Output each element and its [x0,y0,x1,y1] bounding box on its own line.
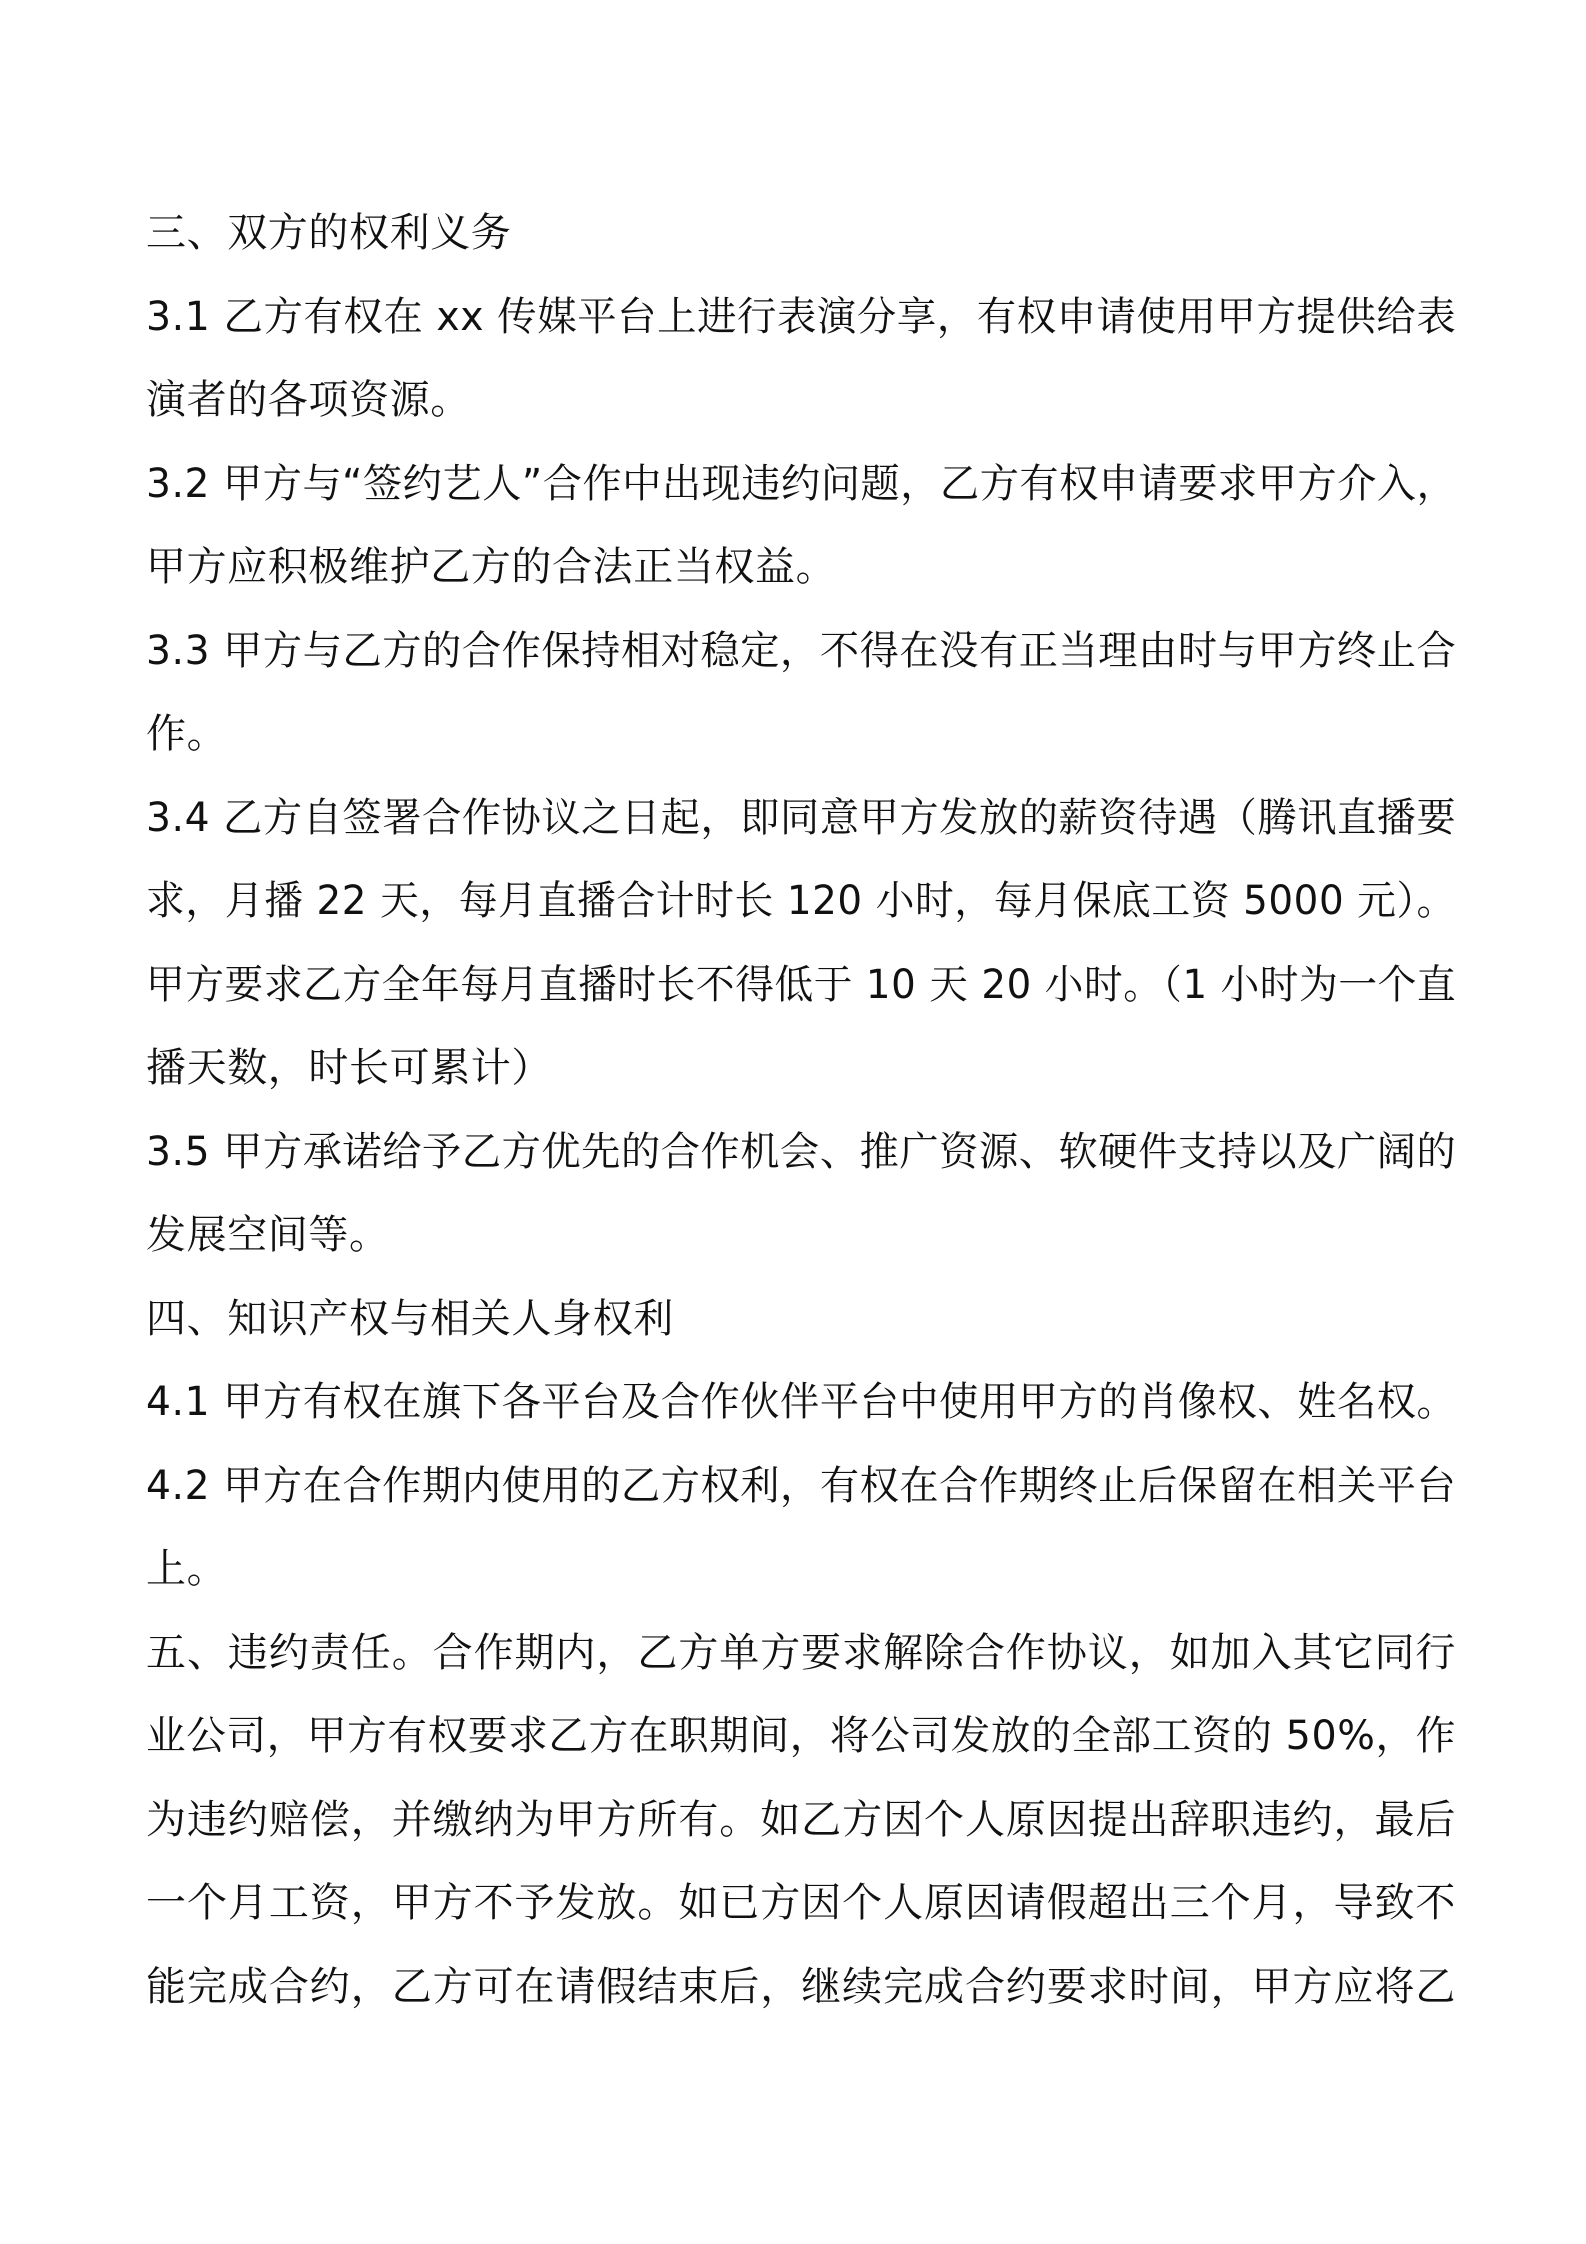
document-line: 能完成合约，乙方可在请假结束后，继续完成合约要求时间，甲方应将乙 [146,1963,1456,2010]
document-line: 作。 [146,711,228,757]
document-line: 业公司，甲方有权要求乙方在职期间，将公司发放的全部工资的 50%，作 [146,1713,1457,1759]
document-line: 4.2 甲方在合作期内使用的乙方权利，有权在合作期终止后保留在相关平台 [146,1462,1457,1509]
document-line: 甲方应积极维护乙方的合法正当权益。 [146,544,837,590]
document-line: 演者的各项资源。 [146,377,471,423]
document-line: 3.2 甲方与“签约艺人”合作中出现违约问题，乙方有权申请要求甲方介入， [146,460,1457,507]
document-line: 3.1 乙方有权在 xx 传媒平台上进行表演分享，有权申请使用甲方提供给表 [146,293,1457,340]
document-body [146,192,1456,2029]
document-line: 播天数，时长可累计） [146,1045,552,1091]
document-line: 上。 [146,1546,228,1592]
document-line: 三、双方的权利义务 [146,210,512,256]
document-line: 求，月播 22 天，每月直播合计时长 120 小时，每月保底工资 5000 元）。 [146,878,1456,924]
document-line: 五、违约责任。合作期内，乙方单方要求解除合作协议，如加入其它同行 [146,1629,1456,1676]
document-line: 四、知识产权与相关人身权利 [146,1295,674,1342]
document-line: 发展空间等。 [146,1212,390,1258]
document-line: 3.5 甲方承诺给予乙方优先的合作机会、推广资源、软硬件支持以及广阔的 [146,1128,1457,1175]
document-line: 为违约赔偿，并缴纳为甲方所有。如乙方因个人原因提出辞职违约，最后 [146,1796,1456,1843]
document-line: 4.1 甲方有权在旗下各平台及合作伙伴平台中使用甲方的肖像权、姓名权。 [146,1379,1457,1425]
document-line: 甲方要求乙方全年每月直播时长不得低于 10 天 20 小时。（1 小时为一个直 [146,961,1457,1008]
document-line: 3.3 甲方与乙方的合作保持相对稳定，不得在没有正当理由时与甲方终止合 [146,627,1457,674]
document-line: 一个月工资，甲方不予发放。如已方因个人原因请假超出三个月，导致不 [146,1880,1456,1926]
document-line: 3.4 乙方自签署合作协议之日起，即同意甲方发放的薪资待遇（腾讯直播要 [146,794,1457,841]
